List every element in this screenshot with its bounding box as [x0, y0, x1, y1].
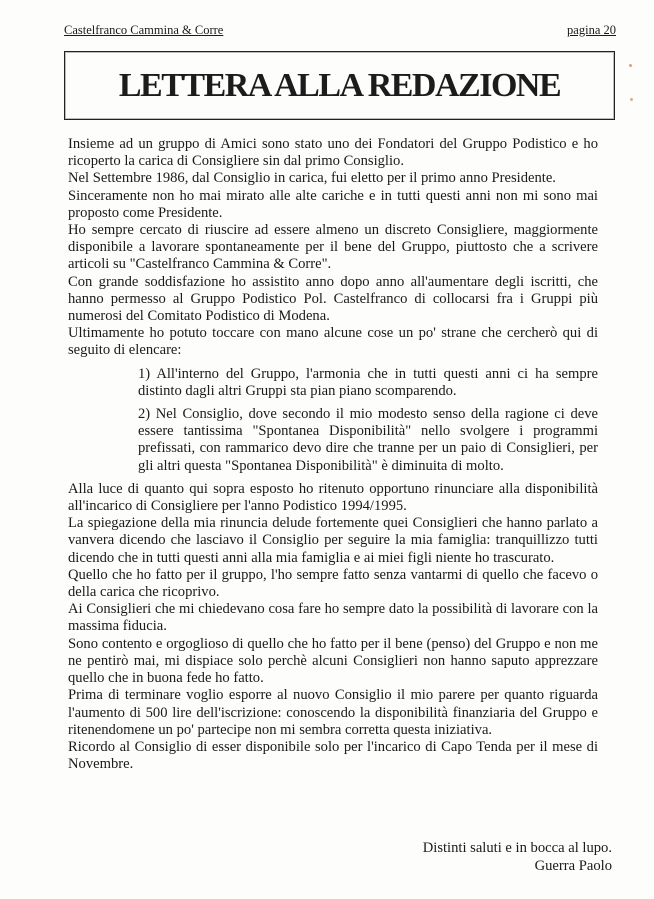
- paragraph: Nel Settembre 1986, dal Consiglio in carica, fui eletto per il primo anno Presidente.: [68, 170, 556, 187]
- paragraph: Ho sempre cercato di riuscire ad essere almeno un discreto Consigliere, maggiormente disponibile a lavorare spontaneamente per il bene del Gruppo, piuttosto che a scrivere articoli su "Castelfranco Cammina & Corre".: [68, 222, 598, 273]
- list-item: 2) Nel Consiglio, dove secondo il mio modesto senso della ragione ci deve essere tantissima "Spontanea Disponibilità" nello svolgere i programmi prefissati, con rammarico devo dire che tranne per un paio di Consiglieri, per gli altri questa "Spontanea Disponibilità" è diminuita di molto.: [138, 406, 598, 474]
- letter-body: [68, 136, 598, 773]
- signoff: [423, 840, 612, 875]
- paragraph: Con grande soddisfazione ho assistito anno dopo anno all'aumentare degli iscritti, che hanno permesso al Gruppo Podistico Pol. Castelfranco di collocarsi fra i Gruppi più numerosi del Comitato Podistico di Modena.: [68, 273, 598, 325]
- paragraph: Prima di terminare voglio esporre al nuovo Consiglio il mio parere per quanto riguarda l'aumento di 500 lire dell'iscrizione: conoscendo la disponibilità finanziaria del Gruppo e ritenendomene un po' partecipe non mi sembra corretta questa iniziativa.: [68, 687, 598, 738]
- issues-list: [138, 366, 598, 475]
- author-name: Guerra Paolo: [534, 857, 612, 874]
- title-box: [64, 51, 615, 120]
- paragraph: Ricordo al Consiglio di esser disponibile solo per l'incarico di Capo Tenda per il mese di Novembre.: [68, 738, 598, 773]
- page-number: pagina 20: [567, 23, 616, 37]
- paragraph: Sono contento e orgoglioso di quello che ho fatto per il bene (penso) del Gruppo e non me ne pentirò mai, mi dispiace solo perchè alcuni Consiglieri non hanno saputo apprezzare quello che in buona fede ho fatto.: [68, 635, 598, 687]
- publication-name: Castelfranco Cammina & Corre: [64, 23, 224, 37]
- paragraph: Sinceramente non ho mai mirato alle alte cariche e in tutti questi anni non mi sono mai proposto come Presidente.: [68, 187, 598, 221]
- paragraph: Ultimamente ho potuto toccare con mano alcune cose un po' strane che cercherò qui di seguito di elencare:: [68, 325, 598, 359]
- list-item: 1) All'interno del Gruppo, l'armonia che in tutti questi anni ci ha sempre distinto dagli altri Gruppi sta pian piano scomparendo.: [138, 365, 598, 399]
- page-title: LETTERA ALLA REDAZIONE: [118, 66, 561, 104]
- paper-speck: [629, 64, 632, 67]
- paragraph: Alla luce di quanto qui sopra esposto ho ritenuto opportuno rinunciare alla disponibilità all'incarico di Consigliere per l'anno Podistico 1994/1995.: [68, 480, 598, 515]
- paragraph: Quello che ho fatto per il gruppo, l'ho sempre fatto senza vantarmi di quello che facevo o della carica che ricoprivo.: [68, 566, 598, 601]
- paragraph: Ai Consiglieri che mi chiedevano cosa fare ho sempre dato la possibilità di lavorare con la massima fiducia.: [68, 601, 598, 635]
- paper-speck: [630, 98, 633, 101]
- paragraph: La spiegazione della mia rinuncia delude fortemente quei Consiglieri che hanno parlato a vanvera dicendo che lasciavo il Consiglio per seguire la mia famiglia: tranquillizzo tutti dicendo che in tutti questi anni alla mia famiglia e ai miei figli niente ho trascurato.: [68, 515, 598, 566]
- closing-line: Distinti saluti e in bocca al lupo.: [422, 840, 612, 856]
- page-header: [64, 23, 616, 38]
- paragraph: Insieme ad un gruppo di Amici sono stato uno dei Fondatori del Gruppo Podistico e ho ricoperto la carica di Consigliere sin dal primo Consiglio.: [68, 136, 598, 170]
